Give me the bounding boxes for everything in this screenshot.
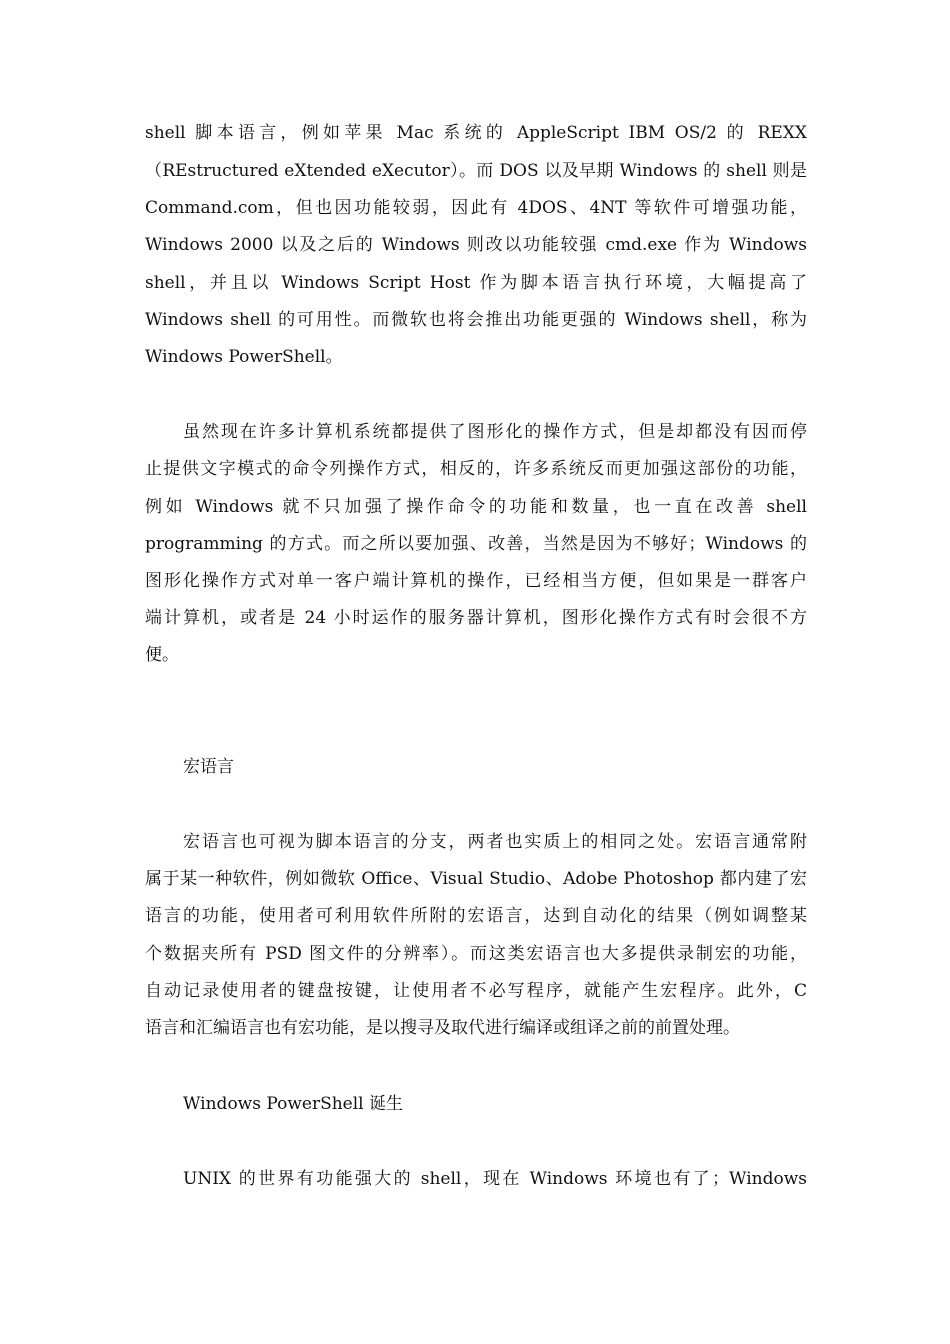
paragraph-3-line-4: 个数据夹所有 PSD 图文件的分辨率）。而这类宏语言也大多提供录制宏的功能，: [145, 944, 807, 964]
paragraph-3-line-1: 宏语言也可视为脚本语言的分支，两者也实质上的相同之处。宏语言通常附: [183, 832, 807, 852]
section-heading-powershell: Windows PowerShell 诞生: [183, 1094, 404, 1114]
paragraph-2-line-4: programming 的方式。而之所以要加强、改善，当然是因为不够好；Windows 的: [145, 534, 807, 554]
paragraph-3-line-3: 语言的功能，使用者可利用软件所附的宏语言，达到自动化的结果（例如调整某: [145, 906, 807, 926]
paragraph-1-line-4: Windows 2000 以及之后的 Windows 则改以功能较强 cmd.exe 作为 Windows: [145, 235, 807, 255]
paragraph-4-line-1: UNIX 的世界有功能强大的 shell，现在 Windows 环境也有了；Windows: [183, 1169, 807, 1189]
paragraph-3-line-2: 属于某一种软件，例如微软 Office、Visual Studio、Adobe Photoshop 都内建了宏: [145, 869, 807, 889]
paragraph-2-line-5: 图形化操作方式对单一客户端计算机的操作，已经相当方便，但如果是一群客户: [145, 571, 807, 591]
paragraph-1-line-5: shell，并且以 Windows Script Host 作为脚本语言执行环境，大幅提高了: [145, 273, 807, 293]
paragraph-1-line-6: Windows shell 的可用性。而微软也将会推出功能更强的 Windows shell，称为: [145, 310, 807, 330]
paragraph-2-line-7: 便。: [145, 645, 179, 665]
paragraph-2-line-6: 端计算机，或者是 24 小时运作的服务器计算机，图形化操作方式有时会很不方: [145, 608, 807, 628]
paragraph-3-line-5: 自动记录使用者的键盘按键，让使用者不必写程序，就能产生宏程序。此外，C: [145, 981, 807, 1001]
paragraph-1-line-1: shell 脚本语言，例如苹果 Mac 系统的 AppleScript IBM OS/2 的 REXX: [145, 123, 807, 143]
paragraph-2-line-1: 虽然现在许多计算机系统都提供了图形化的操作方式，但是却都没有因而停: [183, 422, 807, 442]
paragraph-2-line-3: 例如 Windows 就不只加强了操作命令的功能和数量，也一直在改善 shell: [145, 497, 807, 517]
paragraph-3-line-6: 语言和汇编语言也有宏功能，是以搜寻及取代进行编译或组译之前的前置处理。: [145, 1018, 740, 1038]
paragraph-1-line-7: Windows PowerShell。: [145, 347, 343, 367]
paragraph-2-line-2: 止提供文字模式的命令列操作方式，相反的，许多系统反而更加强这部份的功能，: [145, 459, 807, 479]
paragraph-1-line-3: Command.com，但也因功能较弱，因此有 4DOS、4NT 等软件可增强功能，: [145, 198, 807, 218]
section-heading-macro: 宏语言: [183, 757, 234, 777]
paragraph-1-line-2: （REstructured eXtended eXecutor）。而 DOS 以及早期 Windows 的 shell 则是: [145, 161, 807, 181]
